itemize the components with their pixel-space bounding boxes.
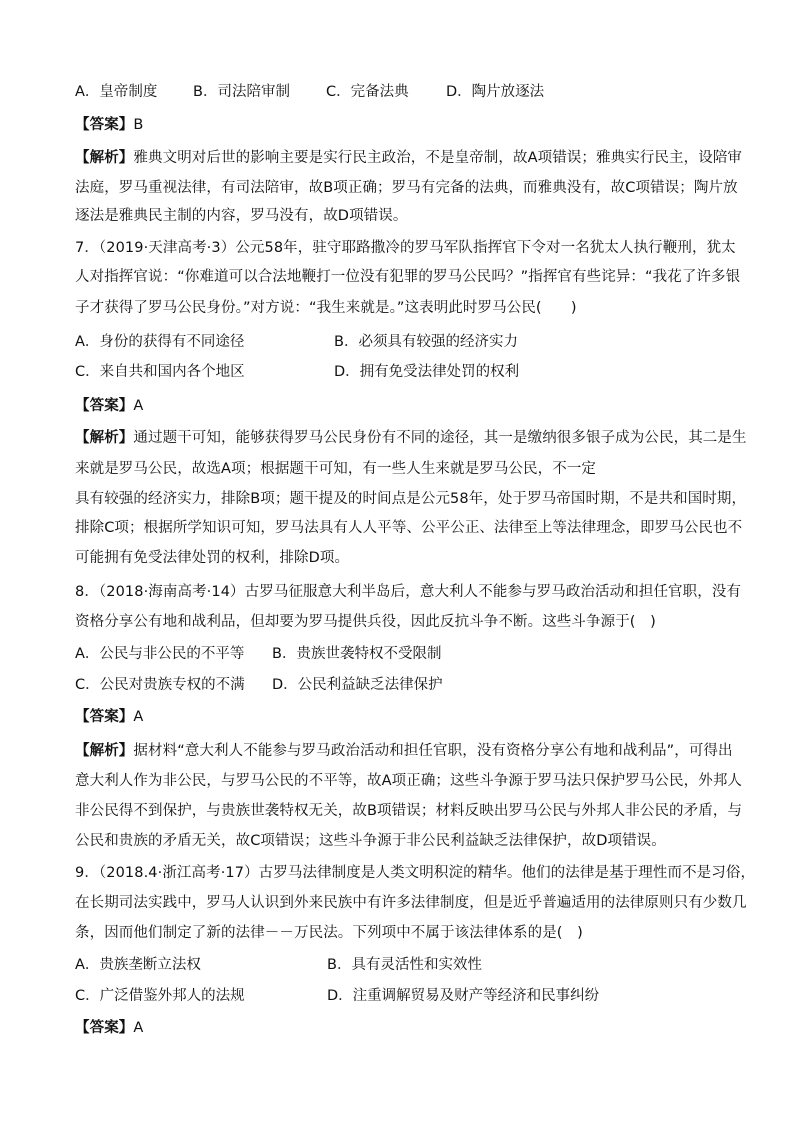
- q6-option-b: B．司法陪审制: [193, 84, 290, 100]
- answer-label: 【答案】: [75, 709, 134, 725]
- answer-value: A: [133, 398, 144, 414]
- q7-analysis-line-1: 【解析】通过题干可知，能够获得罗马公民身份有不同的途径，其一是缴纳很多银子成为公民，其二是生: [75, 430, 747, 446]
- q8-option-a: A．公民与非公民的不平等: [75, 646, 245, 662]
- q9-stem-line-3: 条，因而他们制定了新的法律－－万民法。下列项中不属于该法律体系的是( ): [75, 925, 583, 941]
- q8-answer: [75, 707, 725, 727]
- q9-option-b: B．具有灵活性和实效性: [327, 957, 482, 973]
- q6-option-a: A．皇帝制度: [75, 84, 158, 100]
- q9-option-d: D．注重调解贸易及财产等经济和民事纠纷: [327, 988, 600, 1004]
- q7-option-a: A．身份的获得有不同途径: [75, 334, 245, 350]
- q6-analysis-line-1: 【解析】雅典文明对后世的影响主要是实行民主政治，不是皇帝制，故A项错误；雅典实行民主，设陪审: [75, 150, 743, 166]
- q7-answer: [75, 396, 725, 416]
- analysis-label: 【解析】: [75, 150, 134, 166]
- q8-option-c: C．公民对贵族专权的不满: [75, 677, 245, 693]
- q8-analysis-line-1: 【解析】据材料“意大利人不能参与罗马政治活动和担任官职，没有资格分享公有地和战利品”，可得出: [75, 743, 733, 759]
- q9-stem-line-1: 9．（2018.4·浙江高考·17）古罗马法律制度是人类文明积淀的精华。他们的法律是基于理性而不是习俗，: [75, 865, 756, 881]
- q7-analysis-line-3: 具有较强的经济实力，排除B项；题干提及的时间点是公元58年，处于罗马帝国时期，不是共和国时期，: [75, 491, 747, 507]
- q8-analysis-line-3: 非公民得不到保护，与贵族世袭特权无关，故B项错误；材料反映出罗马公民与外邦人非公民的矛盾，与: [75, 803, 743, 819]
- q8-stem-line-2: 资格分享公有地和战利品，但却要为罗马提供兵役，因此反抗斗争不断。这些斗争源于( ): [75, 614, 656, 630]
- answer-value: A: [133, 1020, 144, 1036]
- q7-stem-line-1: 7．（2019·天津高考·3）公元58年，驻守耶路撒冷的罗马军队指挥官下令对一名犹太人执行鞭刑，犹太: [75, 240, 736, 256]
- q7-analysis-line-2: 来就是罗马公民，故选A项；根据题干可知，有一些人生来就是罗马公民，不一定: [75, 461, 597, 477]
- q7-option-b: B．必须具有较强的经济实力: [334, 334, 518, 350]
- q9-option-c: C．广泛借鉴外邦人的法规: [75, 988, 245, 1004]
- analysis-label: 【解析】: [75, 743, 134, 759]
- analysis-label: 【解析】: [75, 430, 134, 446]
- q8-option-d: D．公民利益缺乏法律保护: [272, 677, 443, 693]
- q7-stem-line-2: 人对指挥官说：“你难道可以合法地鞭打一位没有犯罪的罗马公民吗？”指挥官有些诧异：“我花了许多银: [75, 269, 741, 285]
- answer-label: 【答案】: [75, 398, 134, 414]
- answer-value: A: [133, 709, 144, 725]
- q6-option-d: D．陶片放逐法: [446, 84, 545, 100]
- q6-analysis-line-2: 法庭，罗马重视法律，有司法陪审，故B项正确；罗马有完备的法典，而雅典没有，故C项错误；陶片放: [75, 180, 738, 196]
- q8-analysis-line-2: 意大利人作为非公民，与罗马公民的不平等，故A项正确；这些斗争源于罗马法只保护罗马公民，外邦人: [75, 773, 743, 789]
- q7-analysis-line-5: 可能拥有免受法律处罚的权利，排除D项。: [75, 550, 350, 566]
- q7-option-c: C．来自共和国内各个地区: [75, 364, 245, 380]
- q9-answer: [75, 1018, 725, 1038]
- q8-analysis-line-4: 公民和贵族的矛盾无关，故C项错误；这些斗争源于非公民利益缺乏法律保护，故D项错误。: [75, 833, 666, 849]
- q7-option-d: D．拥有免受法律处罚的权利: [334, 364, 520, 380]
- answer-label: 【答案】: [75, 1020, 134, 1036]
- q7-stem-line-3: 子才获得了罗马公民身份。”对方说：“我生来就是。”这表明此时罗马公民( ): [75, 300, 577, 316]
- answer-label: 【答案】: [75, 117, 134, 133]
- answer-value: B: [133, 117, 144, 133]
- q6-answer: [75, 115, 725, 135]
- q9-stem-line-2: 在长期司法实践中，罗马人认识到外来民族中有许多法律制度，但是近乎普遍适用的法律原则只有少数几: [75, 895, 747, 911]
- q6-analysis-line-3: 逐法是雅典民主制的内容，罗马没有，故D项错误。: [75, 208, 408, 224]
- q7-analysis-line-4: 排除C项；根据所学知识可知，罗马法具有人人平等、公平公正、法律至上等法律理念，即罗马公民也不: [75, 520, 743, 536]
- q8-option-b: B．贵族世袭特权不受限制: [272, 646, 442, 662]
- q6-option-c: C．完备法典: [326, 84, 409, 100]
- q9-option-a: A．贵族垄断立法权: [75, 957, 201, 973]
- q8-stem-line-1: 8．（2018·海南高考·14）古罗马征服意大利半岛后，意大利人不能参与罗马政治活动和担任官职，没有: [75, 584, 742, 600]
